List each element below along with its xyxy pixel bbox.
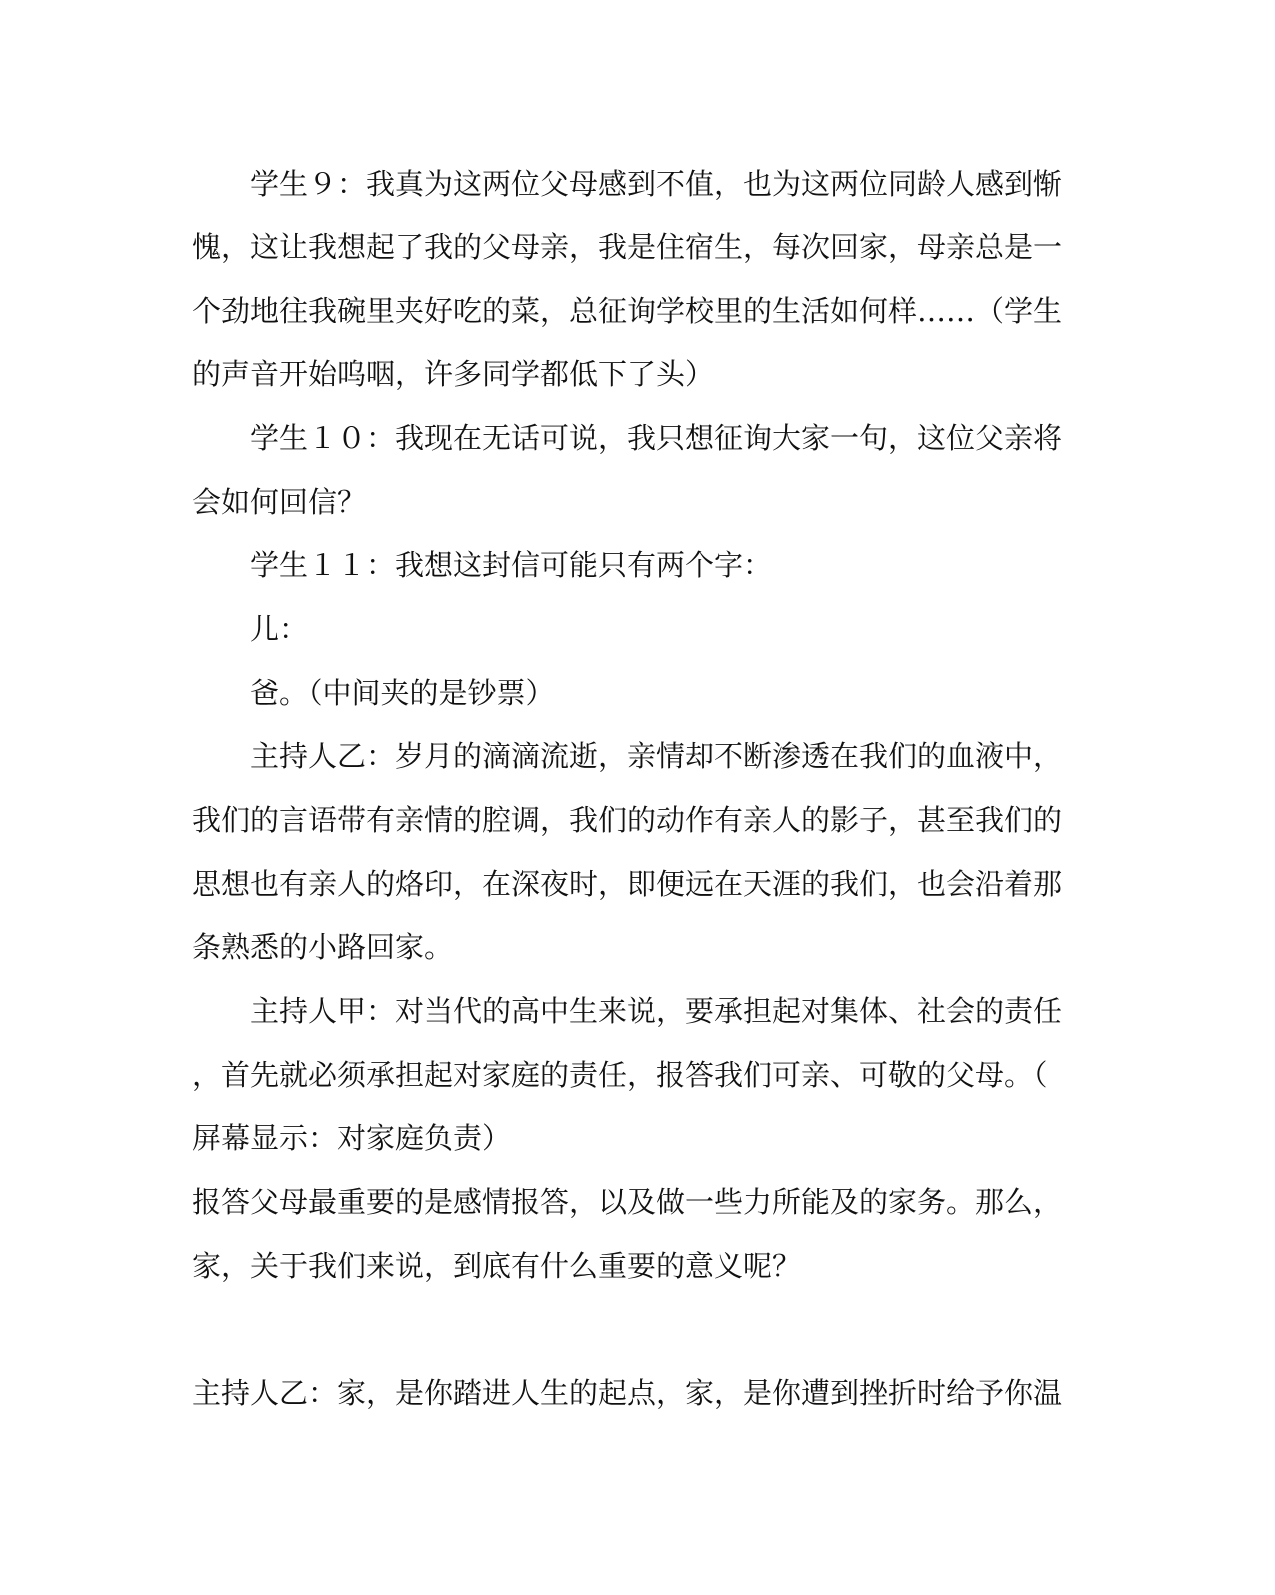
text-line: 儿： — [250, 612, 309, 646]
text-line: 主持人甲：对当代的高中生来说，要承担起对集体、社会的责任 — [250, 994, 1063, 1028]
text-line: 报答父母最重要的是感情报答，以及做一些力所能及的家务。那么， — [192, 1185, 1063, 1219]
text-line: 愧，这让我想起了我的父母亲，我是住宿生，每次回家，母亲总是一 — [192, 230, 1063, 264]
text-line: 家，关于我们来说，到底有什么重要的意义呢？ — [192, 1249, 802, 1283]
text-line: 学生１０：我现在无话可说，我只想征询大家一句，这位父亲将 — [250, 421, 1063, 455]
text-line: 条熟悉的小路回家。 — [192, 930, 454, 964]
text-line: 学生９：我真为这两位父母感到不值，也为这两位同龄人感到惭 — [250, 167, 1063, 201]
text-line: 个劲地往我碗里夹好吃的菜，总征询学校里的生活如何样……（学生 — [192, 294, 1063, 328]
text-line: 学生１１：我想这封信可能只有两个字： — [250, 548, 773, 582]
text-line: 爸。（中间夹的是钞票） — [250, 676, 555, 710]
text-line: ，首先就必须承担起对家庭的责任，报答我们可亲、可敬的父母。（ — [192, 1058, 1048, 1092]
text-line: 的声音开始呜咽，许多同学都低下了头） — [192, 357, 715, 391]
text-line: 会如何回信？ — [192, 485, 367, 519]
text-line: 我们的言语带有亲情的腔调，我们的动作有亲人的影子，甚至我们的 — [192, 803, 1063, 837]
text-line: 思想也有亲人的烙印，在深夜时，即便远在天涯的我们，也会沿着那 — [192, 867, 1063, 901]
text-line: 主持人乙：家，是你踏进人生的起点，家，是你遭到挫折时给予你温 — [192, 1376, 1063, 1410]
text-line: 主持人乙：岁月的滴滴流逝，亲情却不断渗透在我们的血液中， — [250, 739, 1063, 773]
text-line: 屏幕显示：对家庭负责） — [192, 1121, 512, 1155]
